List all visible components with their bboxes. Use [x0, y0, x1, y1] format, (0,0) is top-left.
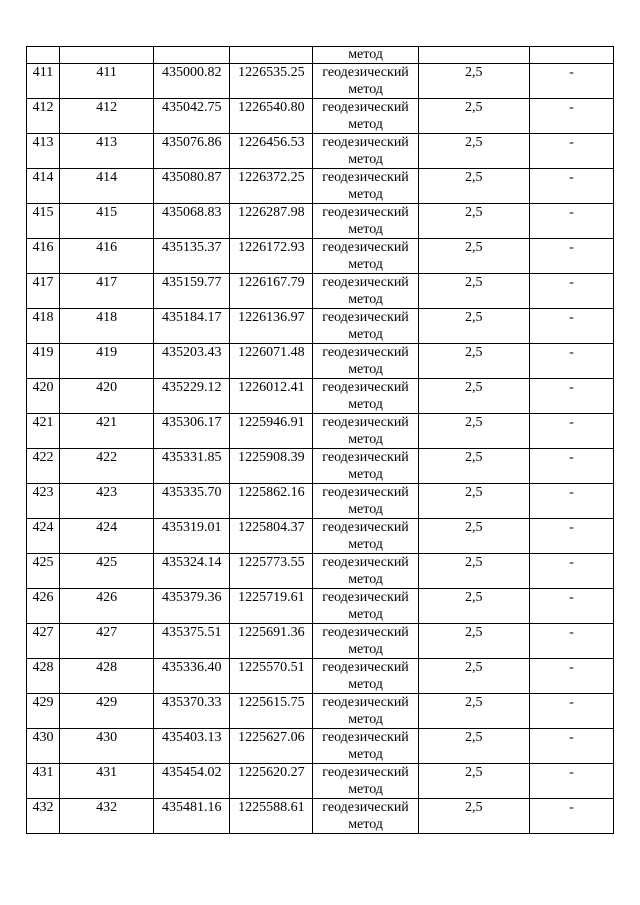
method-cell	[313, 344, 418, 379]
point-number-cell: 412	[27, 99, 60, 134]
table-row	[27, 659, 614, 694]
y-coordinate-cell: 1226136.97	[230, 309, 313, 344]
accuracy-cell: 2,5	[418, 589, 529, 624]
note-cell: -	[529, 99, 613, 134]
point-number-cell: 424	[27, 519, 60, 554]
method-line-2: метод	[348, 537, 383, 552]
note-cell: -	[529, 239, 613, 274]
point-number-cell: 430	[27, 729, 60, 764]
method-line-1: геодезический	[322, 65, 409, 80]
y-coordinate-cell: 1226456.53	[230, 134, 313, 169]
point-number-cell: 420	[27, 379, 60, 414]
y-coordinate-cell: 1226372.25	[230, 169, 313, 204]
x-coordinate-cell: 435403.13	[154, 729, 230, 764]
note-cell: -	[529, 729, 613, 764]
method-line-1: геодезический	[322, 450, 409, 465]
table-row	[27, 589, 614, 624]
note-cell: -	[529, 624, 613, 659]
note-cell: -	[529, 694, 613, 729]
point-number-cell: 428	[27, 659, 60, 694]
point-number-cell: 415	[27, 204, 60, 239]
table-row	[27, 799, 614, 834]
point-id-cell: 429	[60, 694, 154, 729]
x-coordinate-cell: 435331.85	[154, 449, 230, 484]
method-line-1: геодезический	[322, 345, 409, 360]
y-coordinate-cell: 1226287.98	[230, 204, 313, 239]
x-coordinate-cell: 435454.02	[154, 764, 230, 799]
y-coordinate-cell: 1225615.75	[230, 694, 313, 729]
y-coordinate-cell: 1226071.48	[230, 344, 313, 379]
point-number-cell: 423	[27, 484, 60, 519]
method-cell	[313, 274, 418, 309]
x-coordinate-cell: 435076.86	[154, 134, 230, 169]
method-line-1: геодезический	[322, 660, 409, 675]
method-line-2: метод	[348, 82, 383, 97]
point-number-cell: 426	[27, 589, 60, 624]
method-line-2: метод	[348, 467, 383, 482]
accuracy-cell: 2,5	[418, 659, 529, 694]
accuracy-cell: 2,5	[418, 449, 529, 484]
x-coordinate-cell: 435319.01	[154, 519, 230, 554]
point-id-cell: 421	[60, 414, 154, 449]
accuracy-cell: 2,5	[418, 274, 529, 309]
table-row	[27, 204, 614, 239]
x-coordinate-cell: 435335.70	[154, 484, 230, 519]
method-line-2: метод	[348, 257, 383, 272]
point-number-cell: 411	[27, 64, 60, 99]
x-coordinate-cell: 435159.77	[154, 274, 230, 309]
accuracy-cell: 2,5	[418, 624, 529, 659]
note-cell: -	[529, 344, 613, 379]
y-coordinate-cell: 1226540.80	[230, 99, 313, 134]
method-line-1: геодезический	[322, 625, 409, 640]
point-number-cell: 425	[27, 554, 60, 589]
method-cell	[313, 694, 418, 729]
method-cell	[313, 414, 418, 449]
method-cell	[313, 799, 418, 834]
point-id-cell: 426	[60, 589, 154, 624]
accuracy-cell: 2,5	[418, 204, 529, 239]
table-row	[27, 134, 614, 169]
x-coordinate-cell: 435203.43	[154, 344, 230, 379]
method-cell-continuation: метод	[313, 47, 418, 64]
note-cell: -	[529, 799, 613, 834]
accuracy-cell: 2,5	[418, 554, 529, 589]
x-coordinate-cell: 435042.75	[154, 99, 230, 134]
coordinates-table	[26, 46, 614, 834]
point-number-cell: 417	[27, 274, 60, 309]
table-row	[27, 379, 614, 414]
continuation-row	[27, 47, 614, 64]
point-number-cell: 422	[27, 449, 60, 484]
method-cell	[313, 169, 418, 204]
y-coordinate-cell: 1225908.39	[230, 449, 313, 484]
accuracy-cell: 2,5	[418, 764, 529, 799]
accuracy-cell: 2,5	[418, 99, 529, 134]
x-coordinate-cell: 435370.33	[154, 694, 230, 729]
table-cell	[529, 47, 613, 64]
method-cell	[313, 729, 418, 764]
x-coordinate-cell: 435080.87	[154, 169, 230, 204]
table-cell	[60, 47, 154, 64]
method-cell	[313, 659, 418, 694]
method-cell	[313, 519, 418, 554]
method-cell	[313, 239, 418, 274]
point-id-cell: 416	[60, 239, 154, 274]
table-row	[27, 344, 614, 379]
method-line-2: метод	[348, 782, 383, 797]
method-cell	[313, 449, 418, 484]
method-line-2: метод	[348, 292, 383, 307]
method-line-1: геодезический	[322, 555, 409, 570]
note-cell: -	[529, 764, 613, 799]
note-cell: -	[529, 169, 613, 204]
point-id-cell: 432	[60, 799, 154, 834]
method-cell	[313, 134, 418, 169]
method-line-2: метод	[348, 747, 383, 762]
table-row	[27, 274, 614, 309]
note-cell: -	[529, 554, 613, 589]
y-coordinate-cell: 1225804.37	[230, 519, 313, 554]
y-coordinate-cell: 1225627.06	[230, 729, 313, 764]
method-cell	[313, 379, 418, 414]
y-coordinate-cell: 1225691.36	[230, 624, 313, 659]
accuracy-cell: 2,5	[418, 64, 529, 99]
method-line-2: метод	[348, 712, 383, 727]
point-id-cell: 418	[60, 309, 154, 344]
note-cell: -	[529, 659, 613, 694]
x-coordinate-cell: 435481.16	[154, 799, 230, 834]
table-row	[27, 309, 614, 344]
accuracy-cell: 2,5	[418, 484, 529, 519]
method-cell	[313, 589, 418, 624]
method-cell	[313, 484, 418, 519]
method-line-2: метод	[348, 117, 383, 132]
note-cell: -	[529, 204, 613, 239]
method-line-1: геодезический	[322, 275, 409, 290]
method-line-1: геодезический	[322, 485, 409, 500]
table-row	[27, 64, 614, 99]
method-line-1: геодезический	[322, 695, 409, 710]
accuracy-cell: 2,5	[418, 134, 529, 169]
method-line-1: геодезический	[322, 590, 409, 605]
x-coordinate-cell: 435000.82	[154, 64, 230, 99]
table-row	[27, 554, 614, 589]
point-id-cell: 430	[60, 729, 154, 764]
table-row	[27, 624, 614, 659]
y-coordinate-cell: 1225773.55	[230, 554, 313, 589]
note-cell: -	[529, 519, 613, 554]
accuracy-cell: 2,5	[418, 694, 529, 729]
table-row	[27, 449, 614, 484]
note-cell: -	[529, 64, 613, 99]
point-number-cell: 414	[27, 169, 60, 204]
y-coordinate-cell: 1225719.61	[230, 589, 313, 624]
y-coordinate-cell: 1225862.16	[230, 484, 313, 519]
note-cell: -	[529, 414, 613, 449]
x-coordinate-cell: 435336.40	[154, 659, 230, 694]
point-id-cell: 419	[60, 344, 154, 379]
point-number-cell: 413	[27, 134, 60, 169]
method-line-1: геодезический	[322, 520, 409, 535]
accuracy-cell: 2,5	[418, 414, 529, 449]
point-number-cell: 427	[27, 624, 60, 659]
x-coordinate-cell: 435379.36	[154, 589, 230, 624]
method-cell	[313, 204, 418, 239]
note-cell: -	[529, 589, 613, 624]
method-line-2: метод	[348, 362, 383, 377]
table-row	[27, 694, 614, 729]
x-coordinate-cell: 435068.83	[154, 204, 230, 239]
method-line-2: метод	[348, 817, 383, 832]
accuracy-cell: 2,5	[418, 729, 529, 764]
method-line-2: метод	[348, 152, 383, 167]
table-row	[27, 484, 614, 519]
x-coordinate-cell: 435135.37	[154, 239, 230, 274]
point-number-cell: 431	[27, 764, 60, 799]
method-line-1: геодезический	[322, 415, 409, 430]
method-line-2: метод	[348, 187, 383, 202]
table-cell	[27, 47, 60, 64]
accuracy-cell: 2,5	[418, 799, 529, 834]
point-id-cell: 424	[60, 519, 154, 554]
method-cell	[313, 624, 418, 659]
point-number-cell: 416	[27, 239, 60, 274]
method-line-2: метод	[348, 642, 383, 657]
accuracy-cell: 2,5	[418, 169, 529, 204]
point-id-cell: 423	[60, 484, 154, 519]
point-id-cell: 420	[60, 379, 154, 414]
point-number-cell: 429	[27, 694, 60, 729]
y-coordinate-cell: 1225570.51	[230, 659, 313, 694]
note-cell: -	[529, 309, 613, 344]
method-cell	[313, 554, 418, 589]
method-line-2: метод	[348, 607, 383, 622]
point-number-cell: 421	[27, 414, 60, 449]
method-line-1: геодезический	[322, 205, 409, 220]
y-coordinate-cell: 1226172.93	[230, 239, 313, 274]
method-line-1: геодезический	[322, 380, 409, 395]
point-number-cell: 418	[27, 309, 60, 344]
method-line-1: геодезический	[322, 800, 409, 815]
table-row	[27, 414, 614, 449]
method-line-1: геодезический	[322, 100, 409, 115]
point-id-cell: 417	[60, 274, 154, 309]
method-line-1: геодезический	[322, 170, 409, 185]
table-row	[27, 519, 614, 554]
note-cell: -	[529, 134, 613, 169]
table-cell	[154, 47, 230, 64]
point-id-cell: 413	[60, 134, 154, 169]
point-id-cell: 414	[60, 169, 154, 204]
x-coordinate-cell: 435184.17	[154, 309, 230, 344]
x-coordinate-cell: 435375.51	[154, 624, 230, 659]
accuracy-cell: 2,5	[418, 379, 529, 414]
table-row	[27, 729, 614, 764]
method-line-2: метод	[348, 502, 383, 517]
method-line-2: метод	[348, 677, 383, 692]
method-line-1: геодезический	[322, 730, 409, 745]
y-coordinate-cell: 1226535.25	[230, 64, 313, 99]
x-coordinate-cell: 435324.14	[154, 554, 230, 589]
accuracy-cell: 2,5	[418, 519, 529, 554]
note-cell: -	[529, 449, 613, 484]
method-line-2: метод	[348, 397, 383, 412]
method-cell	[313, 764, 418, 799]
method-line-2: метод	[348, 222, 383, 237]
table-row	[27, 764, 614, 799]
method-cell	[313, 99, 418, 134]
point-number-cell: 432	[27, 799, 60, 834]
note-cell: -	[529, 484, 613, 519]
method-line-1: геодезический	[322, 765, 409, 780]
point-id-cell: 415	[60, 204, 154, 239]
y-coordinate-cell: 1225588.61	[230, 799, 313, 834]
table-row	[27, 239, 614, 274]
table-cell	[418, 47, 529, 64]
method-line-2: метод	[348, 432, 383, 447]
point-id-cell: 428	[60, 659, 154, 694]
accuracy-cell: 2,5	[418, 309, 529, 344]
method-line-1: геодезический	[322, 135, 409, 150]
method-cell	[313, 64, 418, 99]
point-number-cell: 419	[27, 344, 60, 379]
note-cell: -	[529, 379, 613, 414]
y-coordinate-cell: 1225620.27	[230, 764, 313, 799]
coordinates-table-body	[27, 47, 614, 834]
method-line-2: метод	[348, 572, 383, 587]
method-line-1: геодезический	[322, 240, 409, 255]
point-id-cell: 427	[60, 624, 154, 659]
method-line-1: геодезический	[322, 310, 409, 325]
table-row	[27, 99, 614, 134]
method-line-2: метод	[348, 327, 383, 342]
point-id-cell: 425	[60, 554, 154, 589]
point-id-cell: 412	[60, 99, 154, 134]
table-cell	[230, 47, 313, 64]
point-id-cell: 411	[60, 64, 154, 99]
y-coordinate-cell: 1226012.41	[230, 379, 313, 414]
x-coordinate-cell: 435229.12	[154, 379, 230, 414]
method-cell	[313, 309, 418, 344]
table-row	[27, 169, 614, 204]
point-id-cell: 431	[60, 764, 154, 799]
point-id-cell: 422	[60, 449, 154, 484]
accuracy-cell: 2,5	[418, 344, 529, 379]
accuracy-cell: 2,5	[418, 239, 529, 274]
note-cell: -	[529, 274, 613, 309]
y-coordinate-cell: 1226167.79	[230, 274, 313, 309]
y-coordinate-cell: 1225946.91	[230, 414, 313, 449]
x-coordinate-cell: 435306.17	[154, 414, 230, 449]
